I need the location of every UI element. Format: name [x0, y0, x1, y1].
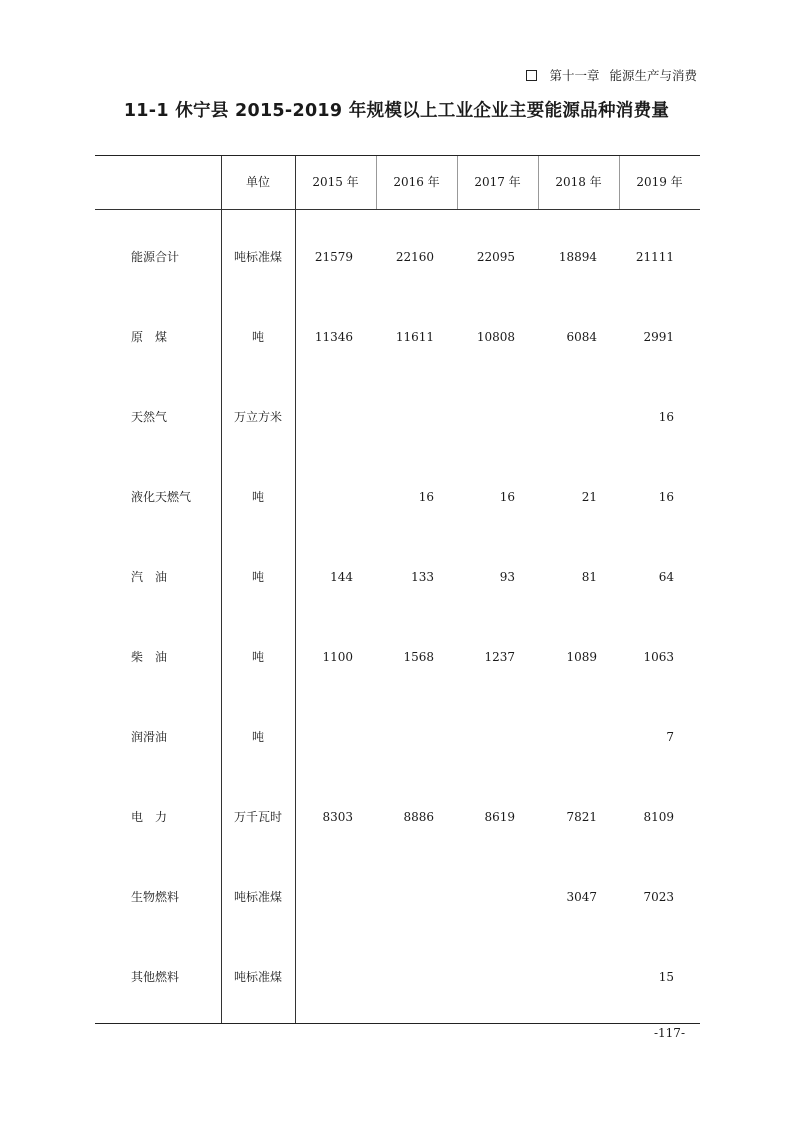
row-label: 电 力 — [131, 810, 168, 824]
row-unit: 吨 — [251, 330, 264, 344]
value-2016 — [376, 727, 434, 747]
row-unit: 吨 — [251, 650, 264, 664]
header-2017: 2017 年 — [474, 175, 521, 189]
row-label: 液化天燃气 — [131, 490, 192, 504]
value-2017: 8619 — [484, 810, 515, 824]
table-row — [95, 407, 700, 427]
value-2019: 16 — [658, 410, 674, 424]
table-row — [95, 647, 700, 667]
page-title: 11-1 休宁县 2015-2019 年规模以上工业企业主要能源品种消费量 — [123, 101, 670, 121]
value-2016 — [376, 887, 434, 907]
value-2019: 7 — [666, 730, 674, 744]
value-2018: 6084 — [566, 330, 597, 344]
value-2016: 133 — [411, 570, 434, 584]
value-2018: 7821 — [566, 810, 597, 824]
value-2017: 16 — [499, 490, 515, 504]
value-2019: 15 — [658, 970, 674, 984]
value-2015 — [295, 727, 353, 747]
table-row — [95, 247, 700, 267]
header-rule — [95, 209, 700, 210]
value-2018 — [538, 407, 597, 427]
running-header — [526, 66, 697, 84]
value-2018: 21 — [581, 490, 597, 504]
value-2015 — [295, 487, 353, 507]
row-unit: 吨 — [251, 730, 264, 744]
header-2016: 2016 年 — [393, 175, 440, 189]
value-2018: 3047 — [566, 890, 597, 904]
value-2019: 16 — [658, 490, 674, 504]
row-unit: 吨 — [251, 570, 264, 584]
row-label: 能源合计 — [131, 250, 180, 264]
header-2018: 2018 年 — [555, 175, 602, 189]
row-unit: 万立方米 — [233, 410, 282, 424]
row-label: 汽 油 — [131, 570, 168, 584]
row-unit: 吨 — [251, 490, 264, 504]
table-row — [95, 567, 700, 587]
row-label: 天然气 — [131, 410, 168, 424]
value-2015: 11346 — [314, 330, 353, 344]
value-2018: 18894 — [558, 250, 597, 264]
value-2017 — [457, 727, 515, 747]
value-2019: 64 — [658, 570, 674, 584]
value-2019: 21111 — [635, 250, 674, 264]
value-2018 — [538, 727, 597, 747]
row-label: 润滑油 — [131, 730, 168, 744]
table-row — [95, 967, 700, 987]
value-2016: 11611 — [395, 330, 434, 344]
value-2017 — [457, 887, 515, 907]
square-bullet-icon — [526, 70, 537, 81]
value-2019: 1063 — [643, 650, 674, 664]
value-2017: 22095 — [476, 250, 515, 264]
row-unit: 吨标准煤 — [233, 970, 282, 984]
value-2015 — [295, 967, 353, 987]
row-label: 其他燃料 — [131, 970, 180, 984]
value-2018: 1089 — [566, 650, 597, 664]
row-label: 生物燃料 — [131, 890, 180, 904]
value-2017: 93 — [499, 570, 515, 584]
value-2016: 16 — [418, 490, 434, 504]
value-2015: 8303 — [322, 810, 353, 824]
row-unit: 吨标准煤 — [233, 890, 282, 904]
value-2015 — [295, 887, 353, 907]
data-table — [95, 155, 700, 1024]
page-number: -117- — [653, 1026, 685, 1040]
value-2015: 1100 — [322, 650, 353, 664]
value-2016: 8886 — [403, 810, 434, 824]
table-row — [95, 327, 700, 347]
row-unit: 万千瓦时 — [233, 810, 282, 824]
value-2017 — [457, 407, 515, 427]
value-2019: 2991 — [643, 330, 674, 344]
header-2015: 2015 年 — [312, 175, 359, 189]
value-2016: 22160 — [395, 250, 434, 264]
header-unit: 单位 — [245, 175, 270, 189]
value-2015 — [295, 407, 353, 427]
value-2019: 8109 — [643, 810, 674, 824]
value-2016 — [376, 407, 434, 427]
table-row — [95, 807, 700, 827]
row-unit: 吨标准煤 — [233, 250, 282, 264]
chapter-label: 第十一章 — [549, 68, 600, 83]
value-2016: 1568 — [403, 650, 434, 664]
row-label: 原 煤 — [131, 330, 168, 344]
value-2018: 81 — [581, 570, 597, 584]
value-2016 — [376, 967, 434, 987]
value-2015: 144 — [330, 570, 353, 584]
chapter-title: 能源生产与消费 — [609, 68, 697, 83]
value-2017: 1237 — [484, 650, 515, 664]
value-2015: 21579 — [314, 250, 353, 264]
value-2017 — [457, 967, 515, 987]
row-label: 柴 油 — [131, 650, 168, 664]
value-2019: 7023 — [643, 890, 674, 904]
value-2017: 10808 — [476, 330, 515, 344]
value-2018 — [538, 967, 597, 987]
header-2019: 2019 年 — [636, 175, 683, 189]
table-row — [95, 487, 700, 507]
table-row — [95, 887, 700, 907]
table-row — [95, 727, 700, 747]
